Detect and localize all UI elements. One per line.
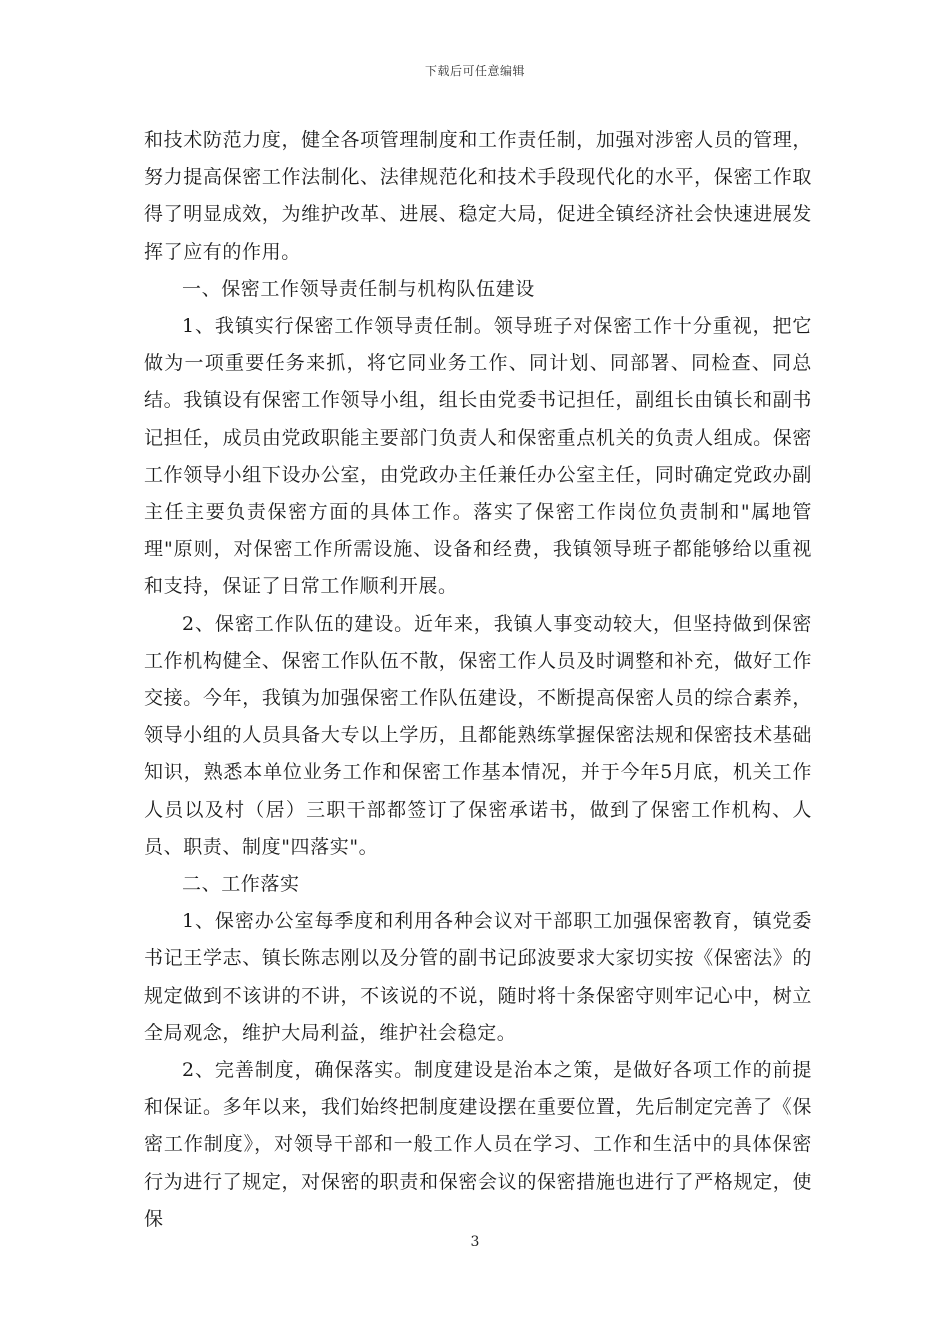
section-heading-1: 一、保密工作领导责任制与机构队伍建设 — [182, 277, 535, 300]
section-heading-2: 二、工作落实 — [182, 873, 300, 896]
page-header: 下载后可任意编辑 — [424, 64, 525, 78]
paragraph-continuation: 和技术防范力度，健全各项管理制度和工作责任制，加强对涉密人员的管理，努力提高保密工作法制化、法律规范化和技术手段现代化的水平，保密工作取得了明显成效，为维护改革、进展、稳定大局，促进全镇经济社会快速进展发挥了应有的作用。 — [144, 129, 812, 263]
paragraph: 2、保密工作队伍的建设。近年来，我镇人事变动较大，但坚持做到保密工作机构健全、保密工作队伍不散，保密工作人员及时调整和补充，做好工作交接。今年，我镇为加强保密工作队伍建设，不断提高保密人员的综合素养，领导小组的人员具备大专以上学历，且都能熟练掌握保密法规和保密技术基础知识，熟悉本单位业务工作和保密工作基本情况，并于今年5月底，机关工作人员以及村（居）三职干部都签订了保密承诺书，做到了保密工作机构、人员、职责、制度"四落实"。 — [144, 612, 812, 858]
page-number: 3 — [470, 1234, 480, 1250]
paragraph: 2、完善制度，确保落实。制度建设是治本之策，是做好各项工作的前提和保证。多年以来，我们始终把制度建设摆在重要位置，先后制定完善了《保密工作制度》，对领导干部和一般工作人员在学习、工作和生活中的具体保密行为进行了规定，对保密的职责和保密会议的保密措施也进行了严格规定，使保 — [144, 1059, 812, 1230]
document-body — [144, 122, 812, 1238]
paragraph: 1、我镇实行保密工作领导责任制。领导班子对保密工作十分重视，把它做为一项重要任务来抓，将它同业务工作、同计划、同部署、同检查、同总结。我镇设有保密工作领导小组，组长由党委书记担任，副组长由镇长和副书记担任，成员由党政职能主要部门负责人和保密重点机关的负责人组成。保密工作领导小组下设办公室，由党政办主任兼任办公室主任，同时确定党政办副主任主要负责保密方面的具体工作。落实了保密工作岗位负责制和"属地管理"原则，对保密工作所需设施、设备和经费，我镇领导班子都能够给以重视和支持，保证了日常工作顺利开展。 — [144, 315, 812, 598]
paragraph: 1、保密办公室每季度和利用各种会议对干部职工加强保密教育，镇党委书记王学志、镇长陈志刚以及分管的副书记邱波要求大家切实按《保密法》的规定做到不该讲的不讲，不该说的不说，随时将十条保密守则牢记心中，树立全局观念，维护大局利益，维护社会稳定。 — [144, 910, 812, 1044]
